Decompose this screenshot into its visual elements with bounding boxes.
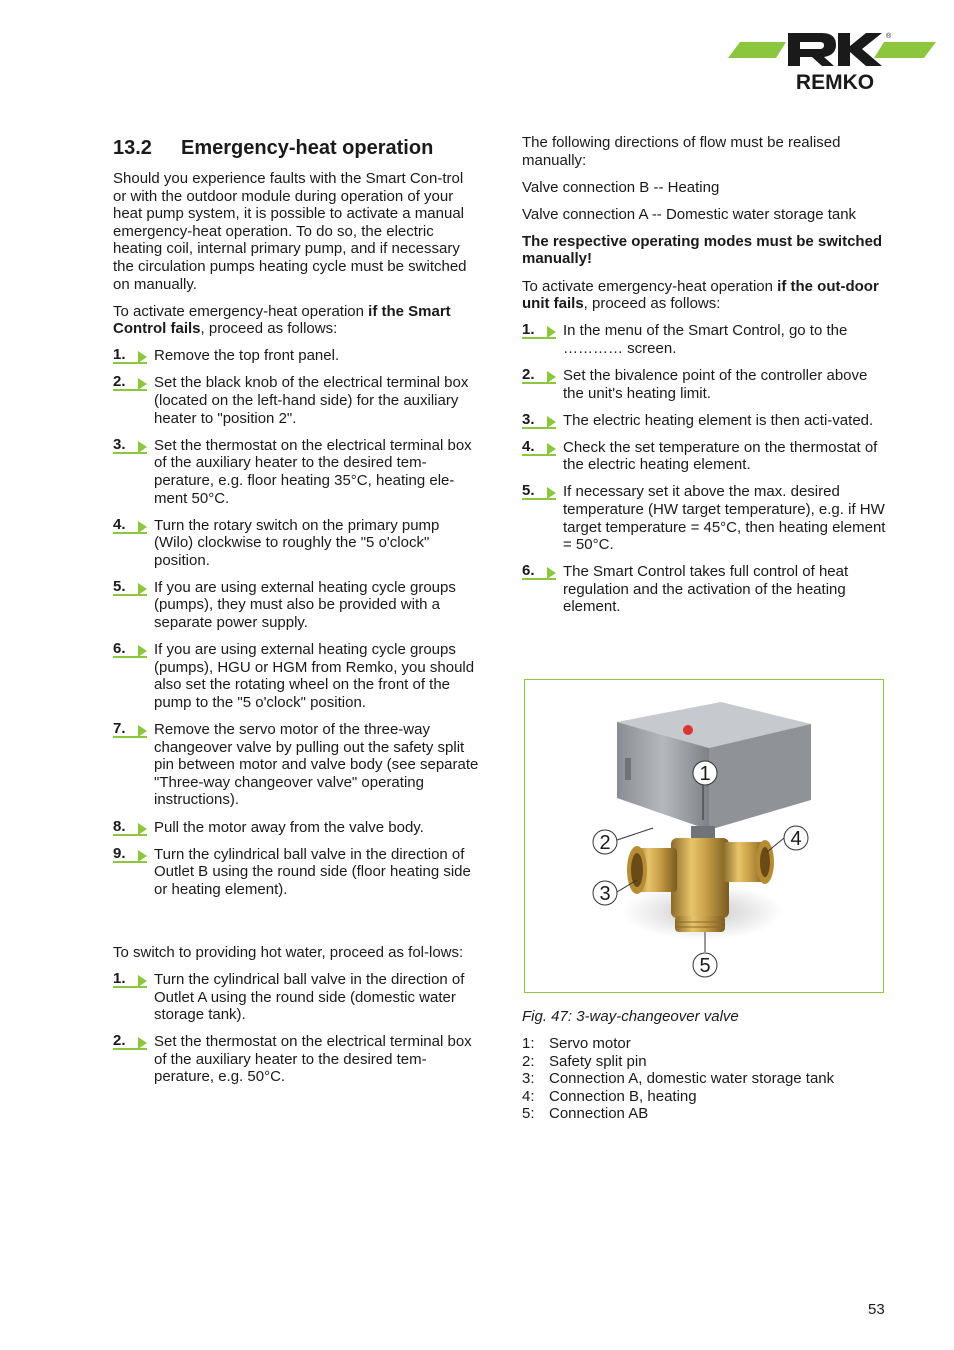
legend-item (522, 1070, 834, 1088)
step-arrow-icon (138, 378, 147, 390)
step-item (113, 641, 479, 711)
legend-text: Safety split pin (549, 1052, 647, 1070)
step-arrow-icon (547, 371, 556, 383)
step-item (522, 322, 886, 357)
flow-intro: The following directions of flow must be realised manually: (522, 134, 841, 169)
outdoor-fail-steps (522, 322, 886, 616)
step-number: 4. (113, 517, 147, 534)
step-text: If you are using external heating cycle groups (pumps), they must also be provided with a separate power supply. (154, 578, 456, 632)
step-number: 1. (113, 347, 147, 364)
section-number: 13.2 (113, 137, 152, 159)
step-text: Turn the rotary switch on the primary pump (Wilo) clockwise to roughly the "5 o'clock" position. (154, 516, 440, 569)
step-arrow-icon (138, 1037, 147, 1049)
legend-text: Connection A, domestic water storage tank (549, 1070, 835, 1088)
legend-number: 2: (522, 1052, 535, 1070)
intro-paragraph: Should you experience faults with the Smart Con-trol or with the outdoor module during operation of your heat pump system, it is possible to activate a manual emergency-heat operation. To do so, the electric heating coil, internal primary pump, and if necessary the circulation pumps heating cycle must be switched on manually. (113, 170, 467, 293)
step-number: 4. (522, 439, 556, 456)
step-item (113, 846, 479, 899)
step-arrow-icon (138, 645, 147, 657)
step-number: 1. (113, 971, 147, 988)
legend-text: Connection AB (549, 1105, 649, 1123)
step-text: The electric heating element is then acti-vated. (563, 411, 874, 429)
callout-3 (593, 881, 617, 905)
step-number: 6. (522, 563, 556, 580)
smart-control-fail-paragraph: To activate emergency-heat operation if the Smart Control fails, proceed as follows: (113, 302, 451, 338)
step-item (113, 437, 479, 507)
step-text: Remove the servo motor of the three-way changeover valve by pulling out the safety split pin between motor and valve body (see separate "Three-way changeover valve" operating instructions). (154, 721, 479, 809)
step-item (113, 819, 479, 837)
svg-text:5: 5 (699, 955, 711, 977)
step-arrow-icon (547, 443, 556, 455)
remko-logo (726, 30, 938, 92)
step-item (113, 374, 479, 427)
legend-item (522, 1088, 834, 1106)
svg-text:4: 4 (790, 828, 802, 850)
step-number: 1. (522, 322, 556, 339)
legend-text: Servo motor (549, 1035, 631, 1052)
step-text: Pull the motor away from the valve body. (154, 818, 424, 836)
section-heading (113, 136, 479, 160)
step-text: Set the black knob of the electrical terminal box (located on the left-hand side) for the auxiliary heater to "position 2". (154, 374, 469, 427)
legend-number: 5: (522, 1105, 535, 1123)
step-text: The Smart Control takes full control of heat regulation and the activation of the heating element. (563, 563, 849, 616)
step-number: 8. (113, 819, 147, 836)
hot-water-intro: To switch to providing hot water, proceed as fol-lows: (113, 943, 464, 961)
page-number: 53 (868, 1301, 885, 1318)
step-item (522, 367, 886, 402)
figure-caption: Fig. 47: 3-way-changeover valve (522, 1008, 739, 1025)
step-arrow-icon (138, 823, 147, 835)
legend-number: 3: (522, 1070, 535, 1088)
step-text: Set the thermostat on the electrical terminal box of the auxiliary heater to the desired tem-perature, e.g. 50°C. (154, 1033, 472, 1086)
step-number: 2. (113, 374, 147, 391)
step-text: Remove the top front panel. (154, 347, 340, 365)
legend-text: Connection B, heating (549, 1087, 697, 1105)
step-arrow-icon (138, 351, 147, 363)
registered-mark: ® (886, 33, 892, 40)
legend-item (522, 1035, 834, 1053)
step-item (522, 412, 886, 430)
valve-figure (524, 679, 884, 993)
step-number: 5. (522, 483, 556, 500)
step-number: 6. (113, 641, 147, 658)
step-text: In the menu of the Smart Control, go to the ………… screen. (563, 322, 848, 357)
step-text: Check the set temperature on the thermostat of the electric heating element. (563, 438, 878, 474)
legend-item (522, 1105, 834, 1123)
step-item (113, 1033, 479, 1086)
step-arrow-icon (547, 326, 556, 338)
step-arrow-icon (547, 416, 556, 428)
three-way-valve-illustration (525, 680, 883, 992)
left-column (113, 136, 479, 1096)
step-text: If necessary set it above the max. desired temperature (HW target temperature), e.g. if HW target temperature = 45°C, then heating element = 50°C. (563, 483, 886, 554)
callout-2 (593, 830, 617, 854)
step-arrow-icon (138, 975, 147, 987)
legend-item (522, 1053, 834, 1071)
section-title: Emergency-heat operation (181, 137, 434, 159)
step-item (113, 517, 479, 570)
step-item (113, 971, 479, 1024)
step-arrow-icon (138, 725, 147, 737)
step-text: Turn the cylindrical ball valve in the direction of Outlet A using the round side (domestic water storage tank). (154, 970, 465, 1024)
step-item (113, 347, 479, 365)
step-arrow-icon (138, 441, 147, 453)
step-item (522, 563, 886, 616)
step-arrow-icon (547, 567, 556, 579)
step-item (113, 721, 479, 809)
figure-legend (522, 1035, 834, 1123)
modes-note: The respective operating modes must be switched manually! (522, 232, 883, 268)
step-number: 2. (522, 367, 556, 384)
step-item (522, 483, 886, 553)
step-item (113, 579, 479, 632)
step-number: 2. (113, 1033, 147, 1050)
step-text: If you are using external heating cycle groups (pumps), HGU or HGM from Remko, you should also set the rotating wheel on the front of the pump to the "5 o'clock" position. (154, 641, 475, 711)
step-item (522, 439, 886, 474)
right-column (522, 134, 886, 626)
step-arrow-icon (138, 583, 147, 595)
svg-text:3: 3 (599, 883, 611, 905)
hot-water-steps (113, 971, 479, 1086)
callout-5 (693, 953, 717, 977)
step-text: Set the thermostat on the electrical terminal box of the auxiliary heater to the desired tem-perature, e.g. floor heating 35°C, heating ele-ment 50°C. (154, 436, 472, 507)
step-text: Set the bivalence point of the controller above the unit's heating limit. (563, 366, 868, 402)
step-number: 9. (113, 846, 147, 863)
step-number: 3. (522, 412, 556, 429)
step-number: 5. (113, 579, 147, 596)
legend-number: 1: (522, 1035, 535, 1052)
step-number: 3. (113, 437, 147, 454)
step-text: Turn the cylindrical ball valve in the direction of Outlet B using the round side (floor heating side or heating element). (154, 845, 471, 898)
callout-1 (693, 761, 717, 785)
step-arrow-icon (547, 487, 556, 499)
logo-wordmark: REMKO (795, 71, 875, 92)
outdoor-fail-paragraph: To activate emergency-heat operation if the out-door unit fails, proceed as follows: (522, 277, 879, 313)
smart-control-fail-steps (113, 347, 479, 898)
svg-text:2: 2 (599, 832, 611, 854)
step-arrow-icon (138, 521, 147, 533)
callout-4 (784, 826, 808, 850)
svg-text:1: 1 (699, 763, 711, 785)
legend-number: 4: (522, 1087, 535, 1105)
flow-connection-a: Valve connection A -- Domestic water storage tank (522, 205, 857, 223)
flow-connection-b: Valve connection B -- Heating (522, 178, 720, 196)
step-number: 7. (113, 721, 147, 738)
step-arrow-icon (138, 850, 147, 862)
